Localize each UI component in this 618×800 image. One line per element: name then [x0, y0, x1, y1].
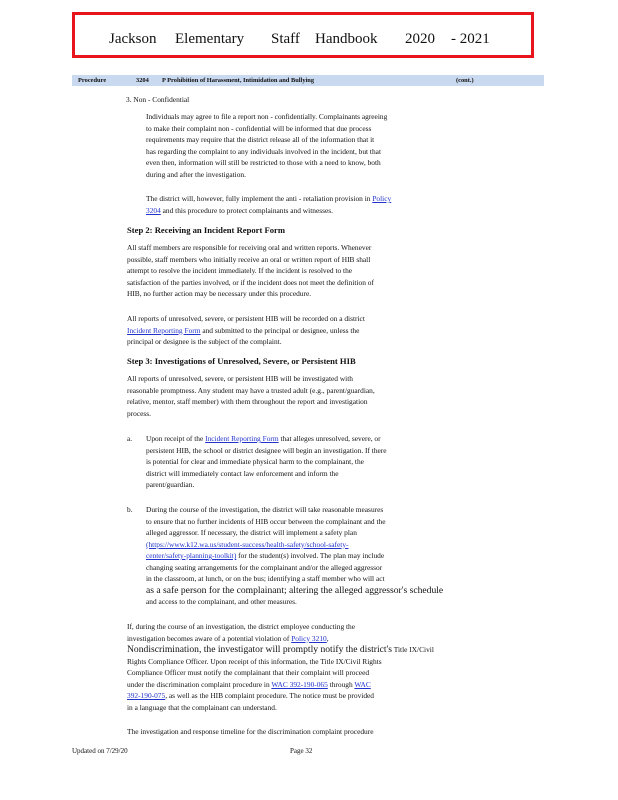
item-a-text: Upon receipt of the Incident Reporting Form that alleges unresolved, severe, or persistent HIB, the school or district designee will begin an investigation. If there is potential for clear and immediate physical harm to the complainant, the district will immediately contact law enforcement and inform the parent/guardian.: [146, 434, 387, 489]
policy-3204-link-cont[interactable]: 3204: [146, 205, 161, 215]
title-year-end: - 2021: [451, 31, 490, 47]
step2-paragraph-2: All reports of unresolved, severe, or persistent HIB will be recorded on a district Incident Reporting Form and submitted to the principal or designee, unless the principal or designee is the subject of the complaint.: [127, 314, 365, 346]
safety-planning-toolkit-link-cont[interactable]: center/safety-planning-toolkit): [146, 551, 237, 560]
final-paragraph-1: If, during the course of an investigation, the district employee conducting the investigation becomes aware of a potential violation of Policy 3210, Nondiscrimination, the investigator will promptly notify the district's Title IX/Civil Rights Compliance Officer. Upon receipt of this information, the Title IX/Civil Rights Compliance Officer must notify the complainant that their complaint will proceed under the discrimination complaint procedure in WAC 392-190-065 through WAC 392-190-075, as well as the HIB complaint procedure. The notice must be provided in a language that the complainant can understand.: [127, 622, 434, 712]
title-year-start: 2020: [405, 31, 435, 47]
safety-planning-toolkit-link[interactable]: (https://www.k12.wa.us/student-success/health-safety/school-safety-: [146, 539, 349, 549]
non-confidential-paragraph-1: Individuals may agree to file a report non - confidentially. Complainants agreeing to make their complaint non - confidential will be informed that due process requirements may require that the district release all of the information that it has regarding the complaint to any individuals involved in the incident, but that even then, information will still be restricted to those with a need to know, both during and after the investigation.: [146, 112, 388, 179]
title-word-handbook: Handbook: [315, 31, 378, 47]
footer-updated: Updated on 7/29/20: [72, 747, 128, 755]
step2-heading: Step 2: Receiving an Incident Report Form: [127, 225, 286, 235]
non-confidential-paragraph-2: The district will, however, fully implement the anti - retaliation provision in Policy 3204 and this procedure to protect complainants and witnesses.: [146, 194, 392, 215]
title-word-staff: Staff: [271, 31, 300, 47]
item-a-marker: a.: [127, 434, 133, 443]
policy-3204-link[interactable]: Policy: [372, 194, 392, 203]
final-paragraph-2: The investigation and response timeline for the discrimination complaint procedure: [127, 727, 374, 736]
procedure-header-bar: [72, 75, 544, 86]
policy-3210-link[interactable]: Policy 3210: [291, 633, 327, 643]
incident-reporting-form-link[interactable]: Incident Reporting Form: [127, 325, 201, 335]
item-b-marker: b.: [127, 505, 133, 514]
footer-page-number: Page 32: [290, 747, 313, 755]
title-word-jackson: Jackson: [109, 31, 157, 47]
wac-392-190-065-link[interactable]: WAC 392-190-065: [271, 679, 328, 689]
wac-392-190-075-link-cont[interactable]: 392-190-075: [127, 691, 166, 700]
step3-paragraph-1: All reports of unresolved, severe, or persistent HIB will be investigated with reasonable promptness. Any student may have a trusted adult (e.g., parent/guardian, relative, mentor, staff member) with them throughout the report and investigation process.: [127, 374, 375, 418]
procedure-label: Procedure: [78, 77, 107, 84]
step3-heading: Step 3: Investigations of Unresolved, Severe, or Persistent HIB: [127, 356, 356, 366]
procedure-number: 3204: [136, 77, 149, 84]
handbook-title-banner: [72, 12, 534, 58]
incident-reporting-form-link-2[interactable]: Incident Reporting Form: [205, 434, 279, 443]
wac-392-190-075-link[interactable]: WAC: [354, 679, 371, 689]
non-confidential-heading: 3. Non - Confidential: [126, 95, 190, 104]
step2-paragraph-1: All staff members are responsible for receiving oral and written reports. Whenever possible, staff members who initially receive an oral or written report of HIB shall attempt to resolve the incident immediately. If the incident is resolved to the satisfaction of the parties involved, or if the incident does not meet the definition of HIB, no further action may be necessary under this procedure.: [127, 243, 374, 298]
item-b-text: During the course of the investigation, the district will take reasonable measures to ensure that no further incidents of HIB occur between the complainant and the alleged aggressor. If necessary, the district will implement a safety plan (https://www.k12.wa.us/student-success/health-safety/school-safety- center/safety-planning-toolkit) for the student(s) involved. The plan may include changing seating arrangements for the complainant and/or the alleged aggressor in the classroom, at lunch, or on the bus; identifying a staff member who will act as a safe person for the complainant; altering the alleged aggressor's schedule and access to the complainant, and other measures.: [146, 505, 444, 606]
procedure-title: P Prohibition of Harassment, Intimidation and Bullying: [162, 77, 315, 84]
procedure-cont: (cont.): [456, 77, 474, 84]
title-word-elementary: Elementary: [175, 31, 245, 47]
